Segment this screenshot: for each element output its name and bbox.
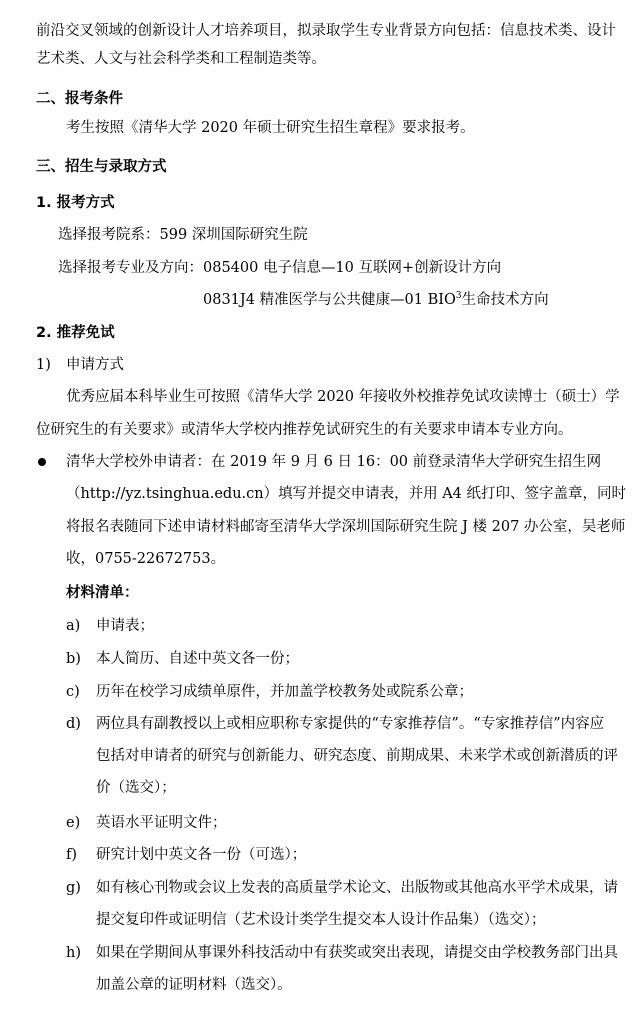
- material-h-label: h): [66, 945, 81, 961]
- material-f-label: f): [66, 847, 78, 863]
- material-g-line-2: 提交复印件或证明信（艺术设计类学生提交本人设计作品集）（选交）；: [96, 912, 546, 928]
- bullet-line-2: （http://yz.tsinghua.edu.cn）填写并提交申请表，并用 A4 纸打印、签字盖章，同时: [66, 486, 627, 502]
- major-line-1: 选择报考专业及方向：085400 电子信息—10 互联网+创新设计方向: [58, 260, 502, 276]
- material-d-label: d): [66, 716, 81, 732]
- section-3-heading: 三、招生与录取方式: [36, 159, 167, 175]
- material-a-line-1: 申请表；: [96, 618, 154, 634]
- material-h-line-1: 如果在学期间从事课外科技活动中有获奖或突出表现，请提交由学校教务部门出具: [96, 945, 618, 961]
- major-line-2-tail: 生命技术方向: [461, 292, 549, 308]
- material-e-label: e): [66, 815, 81, 831]
- material-b-line-1: 本人简历、自述中英文各一份；: [96, 651, 299, 667]
- subsection-2-heading: 2. 推荐免试: [36, 325, 115, 341]
- para-line-2: 位研究生的有关要求》或清华大学校内推荐免试研究生的有关要求申请本专业方向。: [36, 422, 573, 438]
- material-c-line-1: 历年在校学习成绩单原件，并加盖学校教务处或院系公章；: [96, 684, 473, 700]
- intro-line-1: 前沿交叉领域的创新设计人才培养项目，拟录取学生专业背景方向包括：信息技术类、设计: [36, 23, 616, 39]
- bullet-line-3: 将报名表随同下述申请材料邮寄至清华大学深圳国际研究生院 J 楼 207 办公室，吴老师: [66, 519, 626, 535]
- major-line-2-main: 0831J4 精准医学与公共健康—01 BIO: [203, 292, 456, 308]
- material-a-label: a): [66, 618, 81, 634]
- bullet-dot: [38, 458, 46, 466]
- material-d-line-1: 两位具有副教授以上或相应职称专家提供的“专家推荐信”。“专家推荐信”内容应: [96, 716, 605, 732]
- material-h-line-2: 加盖公章的证明材料（选交）。: [96, 977, 292, 993]
- subsection-1-heading: 1. 报考方式: [36, 195, 115, 211]
- material-g-label: g): [66, 880, 81, 896]
- major-line-2: [203, 290, 549, 310]
- material-f-line-1: 研究计划中英文各一份（可选）；: [96, 847, 307, 863]
- section-2-text: 考生按照《清华大学 2020 年硕士研究生招生章程》要求报考。: [66, 120, 475, 136]
- dept-line: 选择报考院系：599 深圳国际研究生院: [58, 227, 308, 243]
- item-1-number: 1): [36, 357, 51, 373]
- major-line-2-sup: 3: [455, 291, 462, 302]
- bullet-line-1: 清华大学校外申请者：在 2019 年 9 月 6 日 16：00 前登录清华大学研究生招生网: [66, 454, 602, 470]
- para-line-1: 优秀应届本科毕业生可按照《清华大学 2020 年接收外校推荐免试攻读博士（硕士）学: [66, 389, 620, 405]
- material-d-line-3: 价（选交）；: [96, 780, 176, 796]
- intro-line-2: 艺术类、人文与社会科学类和工程制造类等。: [36, 51, 326, 67]
- material-d-line-2: 包括对申请者的研究与创新能力、研究态度、前期成果、未来学术或创新潜质的评: [96, 748, 618, 764]
- materials-heading: 材料清单：: [66, 585, 139, 601]
- material-e-line-1: 英语水平证明文件；: [96, 815, 227, 831]
- bullet-line-4: 收，0755-22672753。: [66, 551, 226, 567]
- material-c-label: c): [66, 684, 80, 700]
- material-b-label: b): [66, 651, 81, 667]
- item-1-label: 申请方式: [66, 357, 124, 373]
- section-2-heading: 二、报考条件: [36, 91, 123, 107]
- material-g-line-1: 如有核心刊物或会议上发表的高质量学术论文、出版物或其他高水平学术成果，请: [96, 880, 618, 896]
